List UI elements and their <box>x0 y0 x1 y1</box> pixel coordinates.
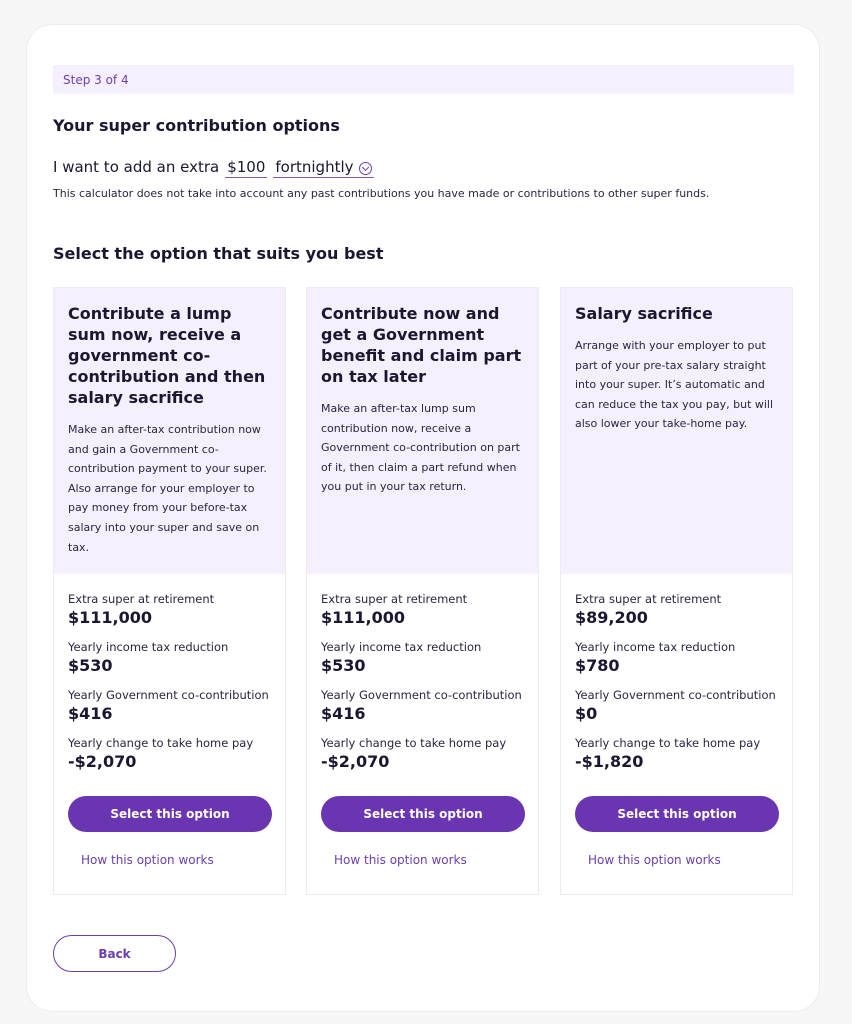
take-home-value: -$1,820 <box>575 752 644 771</box>
option-summary <box>307 288 538 574</box>
extra-super-label: Extra super at retirement <box>321 592 468 606</box>
how-option-works-link[interactable]: How this option works <box>334 853 467 867</box>
calculator-card <box>26 24 820 1012</box>
tax-reduction-value: $530 <box>321 656 366 675</box>
tax-reduction-label: Yearly income tax reduction <box>68 640 229 654</box>
option-description: Arrange with your employer to put part of your pre-tax salary straight into your super. It’s automatic and can reduce the tax you pay, but will also lower your take-home pay. <box>575 339 774 431</box>
option-description: Make an after-tax contribution now and gain a Government co-contribution payment to your super. Also arrange for your employer to pay money from your before-tax salary into your super and save on tax. <box>68 423 267 554</box>
back-button[interactable]: Back <box>53 935 176 972</box>
co-contribution-value: $0 <box>575 704 598 723</box>
step-indicator: Step 3 of 4 <box>53 65 794 94</box>
option-title: Contribute now and get a Government benefit and claim part on tax later <box>321 304 522 386</box>
tax-reduction-label: Yearly income tax reduction <box>575 640 736 654</box>
extra-super-value: $89,200 <box>575 608 648 627</box>
tax-reduction-value: $530 <box>68 656 113 675</box>
how-option-works-link[interactable]: How this option works <box>588 853 721 867</box>
option-title: Contribute a lump sum now, receive a government co-contribution and then salary sacrifice <box>68 304 266 407</box>
extra-prefix-label: I want to add an extra <box>53 158 220 176</box>
select-option-button[interactable]: Select this option <box>575 796 779 832</box>
option-metrics <box>561 574 792 772</box>
co-contribution-label: Yearly Government co-contribution <box>575 688 776 702</box>
select-heading: Select the option that suits you best <box>53 244 384 263</box>
take-home-label: Yearly change to take home pay <box>575 736 761 750</box>
option-title: Salary sacrifice <box>575 304 713 323</box>
take-home-label: Yearly change to take home pay <box>68 736 254 750</box>
take-home-label: Yearly change to take home pay <box>321 736 507 750</box>
options-heading: Your super contribution options <box>53 116 340 135</box>
extra-super-value: $111,000 <box>68 608 153 627</box>
frequency-select[interactable] <box>273 158 373 178</box>
option-card <box>53 287 286 895</box>
option-summary <box>561 288 792 574</box>
co-contribution-label: Yearly Government co-contribution <box>321 688 522 702</box>
take-home-value: -$2,070 <box>68 752 137 771</box>
extra-super-value: $111,000 <box>321 608 406 627</box>
extra-super-label: Extra super at retirement <box>575 592 722 606</box>
option-summary <box>54 288 285 574</box>
extra-contribution-line <box>53 158 374 178</box>
co-contribution-label: Yearly Government co-contribution <box>68 688 269 702</box>
chevron-down-icon <box>359 162 372 175</box>
option-description: Make an after-tax lump sum contribution now, receive a Government co-contribution on part of it, then claim a part refund when you put in your tax return. <box>321 402 520 494</box>
take-home-value: -$2,070 <box>321 752 390 771</box>
option-metrics <box>307 574 538 772</box>
how-option-works-link[interactable]: How this option works <box>81 853 214 867</box>
option-card <box>560 287 793 895</box>
co-contribution-value: $416 <box>321 704 366 723</box>
frequency-value: fortnightly <box>275 158 354 176</box>
co-contribution-value: $416 <box>68 704 113 723</box>
option-card <box>306 287 539 895</box>
tax-reduction-value: $780 <box>575 656 620 675</box>
tax-reduction-label: Yearly income tax reduction <box>321 640 482 654</box>
extra-super-label: Extra super at retirement <box>68 592 215 606</box>
amount-input[interactable]: $100 <box>227 158 266 176</box>
select-option-button[interactable]: Select this option <box>321 796 525 832</box>
disclaimer-text: This calculator does not take into account any past contributions you have made or contributions to other super funds. <box>53 187 710 200</box>
option-metrics <box>54 574 285 772</box>
select-option-button[interactable]: Select this option <box>68 796 272 832</box>
